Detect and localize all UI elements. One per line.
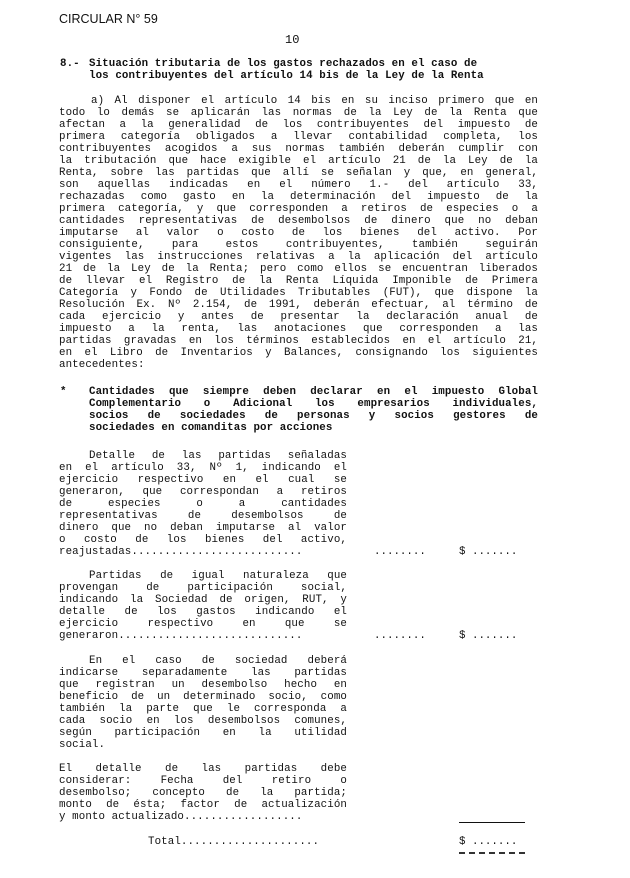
item-3-line: según participación en la utilidad bbox=[59, 727, 347, 739]
paragraph-a-line: consiguiente, para estos contribuyentes, también seguirán bbox=[59, 239, 538, 251]
bullet-line: socios de sociedades de personas y socios gestores de bbox=[89, 410, 538, 422]
section-number: 8.- bbox=[60, 58, 80, 70]
paragraph-a-line: afectan a la generalidad de los contribuyentes del impuesto de bbox=[59, 119, 538, 131]
item-4-line: y monto actualizado.................. bbox=[59, 811, 303, 823]
item-4-line: monto de ésta; factor de actualización bbox=[59, 799, 347, 811]
item-1-column-2: $ ....... bbox=[459, 546, 518, 558]
item-2-line: provengan de participación social, bbox=[59, 582, 347, 594]
item-2-line: indicando la Sociedad de origen, RUT, y bbox=[59, 594, 347, 606]
paragraph-a-line: rechazadas como gasto en la determinación del impuesto de la bbox=[59, 191, 538, 203]
paragraph-a-line: de llevar el Registro de la Renta Líquida Imponible de Primera bbox=[59, 275, 538, 287]
bullet-line: Cantidades que siempre deben declarar en el impuesto Global bbox=[89, 386, 538, 398]
paragraph-a-line: a) Al disponer el artículo 14 bis en su inciso primero que en bbox=[91, 95, 538, 107]
paragraph-a-line: vigentes las instrucciones relativas a la aplicación del artículo bbox=[59, 251, 538, 263]
section-title-line-2: los contribuyentes del artículo 14 bis de la Ley de la Renta bbox=[89, 70, 484, 82]
item-2-line: detalle de los gastos indicando el bbox=[59, 606, 347, 618]
paragraph-a-line: todo lo demás se aplicarán las normas de la Ley de la Renta que bbox=[59, 107, 538, 119]
item-2-column-1: ........ bbox=[374, 630, 426, 642]
item-1-line: o costo de los bienes del activo, bbox=[59, 534, 347, 546]
item-1-line: de especies o a cantidades bbox=[59, 498, 347, 510]
paragraph-a-line: primera categoría obligados a llevar contabilidad completa, los bbox=[59, 131, 538, 143]
paragraph-a-line: 21 de la Ley de la Renta; pero como ellos se encuentran liberados bbox=[59, 263, 538, 275]
paragraph-a-line: primera categoría, y que corresponden a retiros de especies o a bbox=[59, 203, 538, 215]
item-3-line: indicarse separadamente las partidas bbox=[59, 667, 347, 679]
paragraph-a-line: cantidades representativas de desembolsos de dinero que no deban bbox=[59, 215, 538, 227]
item-4-line: El detalle de las partidas debe bbox=[59, 763, 347, 775]
item-3-line: también la parte que le corresponda a bbox=[59, 703, 347, 715]
item-2-line: ejercicio respectivo en que se bbox=[59, 618, 347, 630]
bullet-line: Complementario o Adicional los empresarios individuales, bbox=[89, 398, 538, 410]
paragraph-a-line: antecedentes: bbox=[59, 359, 145, 371]
paragraph-a-line: en el Libro de Inventarios y Balances, consignando los siguientes bbox=[59, 347, 538, 359]
paragraph-a-line: partidas gravadas en los términos establecidos en el artículo 21, bbox=[59, 335, 538, 347]
total-value: $ ....... bbox=[459, 836, 518, 848]
item-1-line: dinero que no deban imputarse al valor bbox=[59, 522, 347, 534]
item-3-line: social. bbox=[59, 739, 106, 751]
item-2-line: Partidas de igual naturaleza que bbox=[89, 570, 347, 582]
item-4-line: desembolso; concepto de la partida; bbox=[59, 787, 347, 799]
item-1-line: Detalle de las partidas señaladas bbox=[89, 450, 347, 462]
paragraph-a-line: contribuyentes acogidos a sus normas también deberán cumplir con bbox=[59, 143, 538, 155]
item-2-column-2: $ ....... bbox=[459, 630, 518, 642]
item-1-line: ejercicio respectivo en el cual se bbox=[59, 474, 347, 486]
item-1-column-1: ........ bbox=[374, 546, 426, 558]
bullet-line: sociedades en comanditas por acciones bbox=[89, 422, 333, 434]
paragraph-a-line: son aquellas indicadas en el número 1.- del artículo 33, bbox=[59, 179, 538, 191]
item-3-line: cada socio en los desembolsos comunes, bbox=[59, 715, 347, 727]
paragraph-a-line: Categoría y Fondo de Utilidades Tributables (FUT), que dispone la bbox=[59, 287, 538, 299]
item-1-line: representativas de desembolsos de bbox=[59, 510, 347, 522]
bullet-symbol: * bbox=[60, 386, 67, 398]
subtotal-rule bbox=[459, 822, 525, 823]
paragraph-a-line: la tributación que hace exigible el artículo 21 de la Ley de la bbox=[59, 155, 538, 167]
item-2-line: generaron............................ bbox=[59, 630, 303, 642]
paragraph-a-line: imputarse al valor o costo de los bienes del activo. Por bbox=[59, 227, 538, 239]
circular-header: CIRCULAR N° 59 bbox=[59, 12, 158, 26]
paragraph-a-line: Resolución Ex. Nº 2.154, de 1991, deberán efectuar, al término de bbox=[59, 299, 538, 311]
item-3-line: que registran un desembolso hecho en bbox=[59, 679, 347, 691]
paragraph-a-line: Renta, sobre las partidas que allí se señalan y que, en general, bbox=[59, 167, 538, 179]
item-1-line: en el artículo 33, Nº 1, indicando el bbox=[59, 462, 347, 474]
total-label: Total..................... bbox=[148, 836, 320, 848]
item-1-line: generaron, que correspondan a retiros bbox=[59, 486, 347, 498]
item-3-line: beneficio de un determinado socio, como bbox=[59, 691, 347, 703]
page-number: 10 bbox=[285, 33, 300, 47]
item-3-line: En el caso de sociedad deberá bbox=[89, 655, 347, 667]
paragraph-a-line: impuesto a la renta, las anotaciones que corresponden a las bbox=[59, 323, 538, 335]
paragraph-a-line: cada ejercicio y antes de presentar la declaración anual de bbox=[59, 311, 538, 323]
item-4-line: considerar: Fecha del retiro o bbox=[59, 775, 347, 787]
section-title-line-1: Situación tributaria de los gastos rechazados en el caso de bbox=[89, 58, 478, 70]
total-double-rule bbox=[459, 852, 525, 854]
item-1-line: reajustadas.......................... bbox=[59, 546, 303, 558]
